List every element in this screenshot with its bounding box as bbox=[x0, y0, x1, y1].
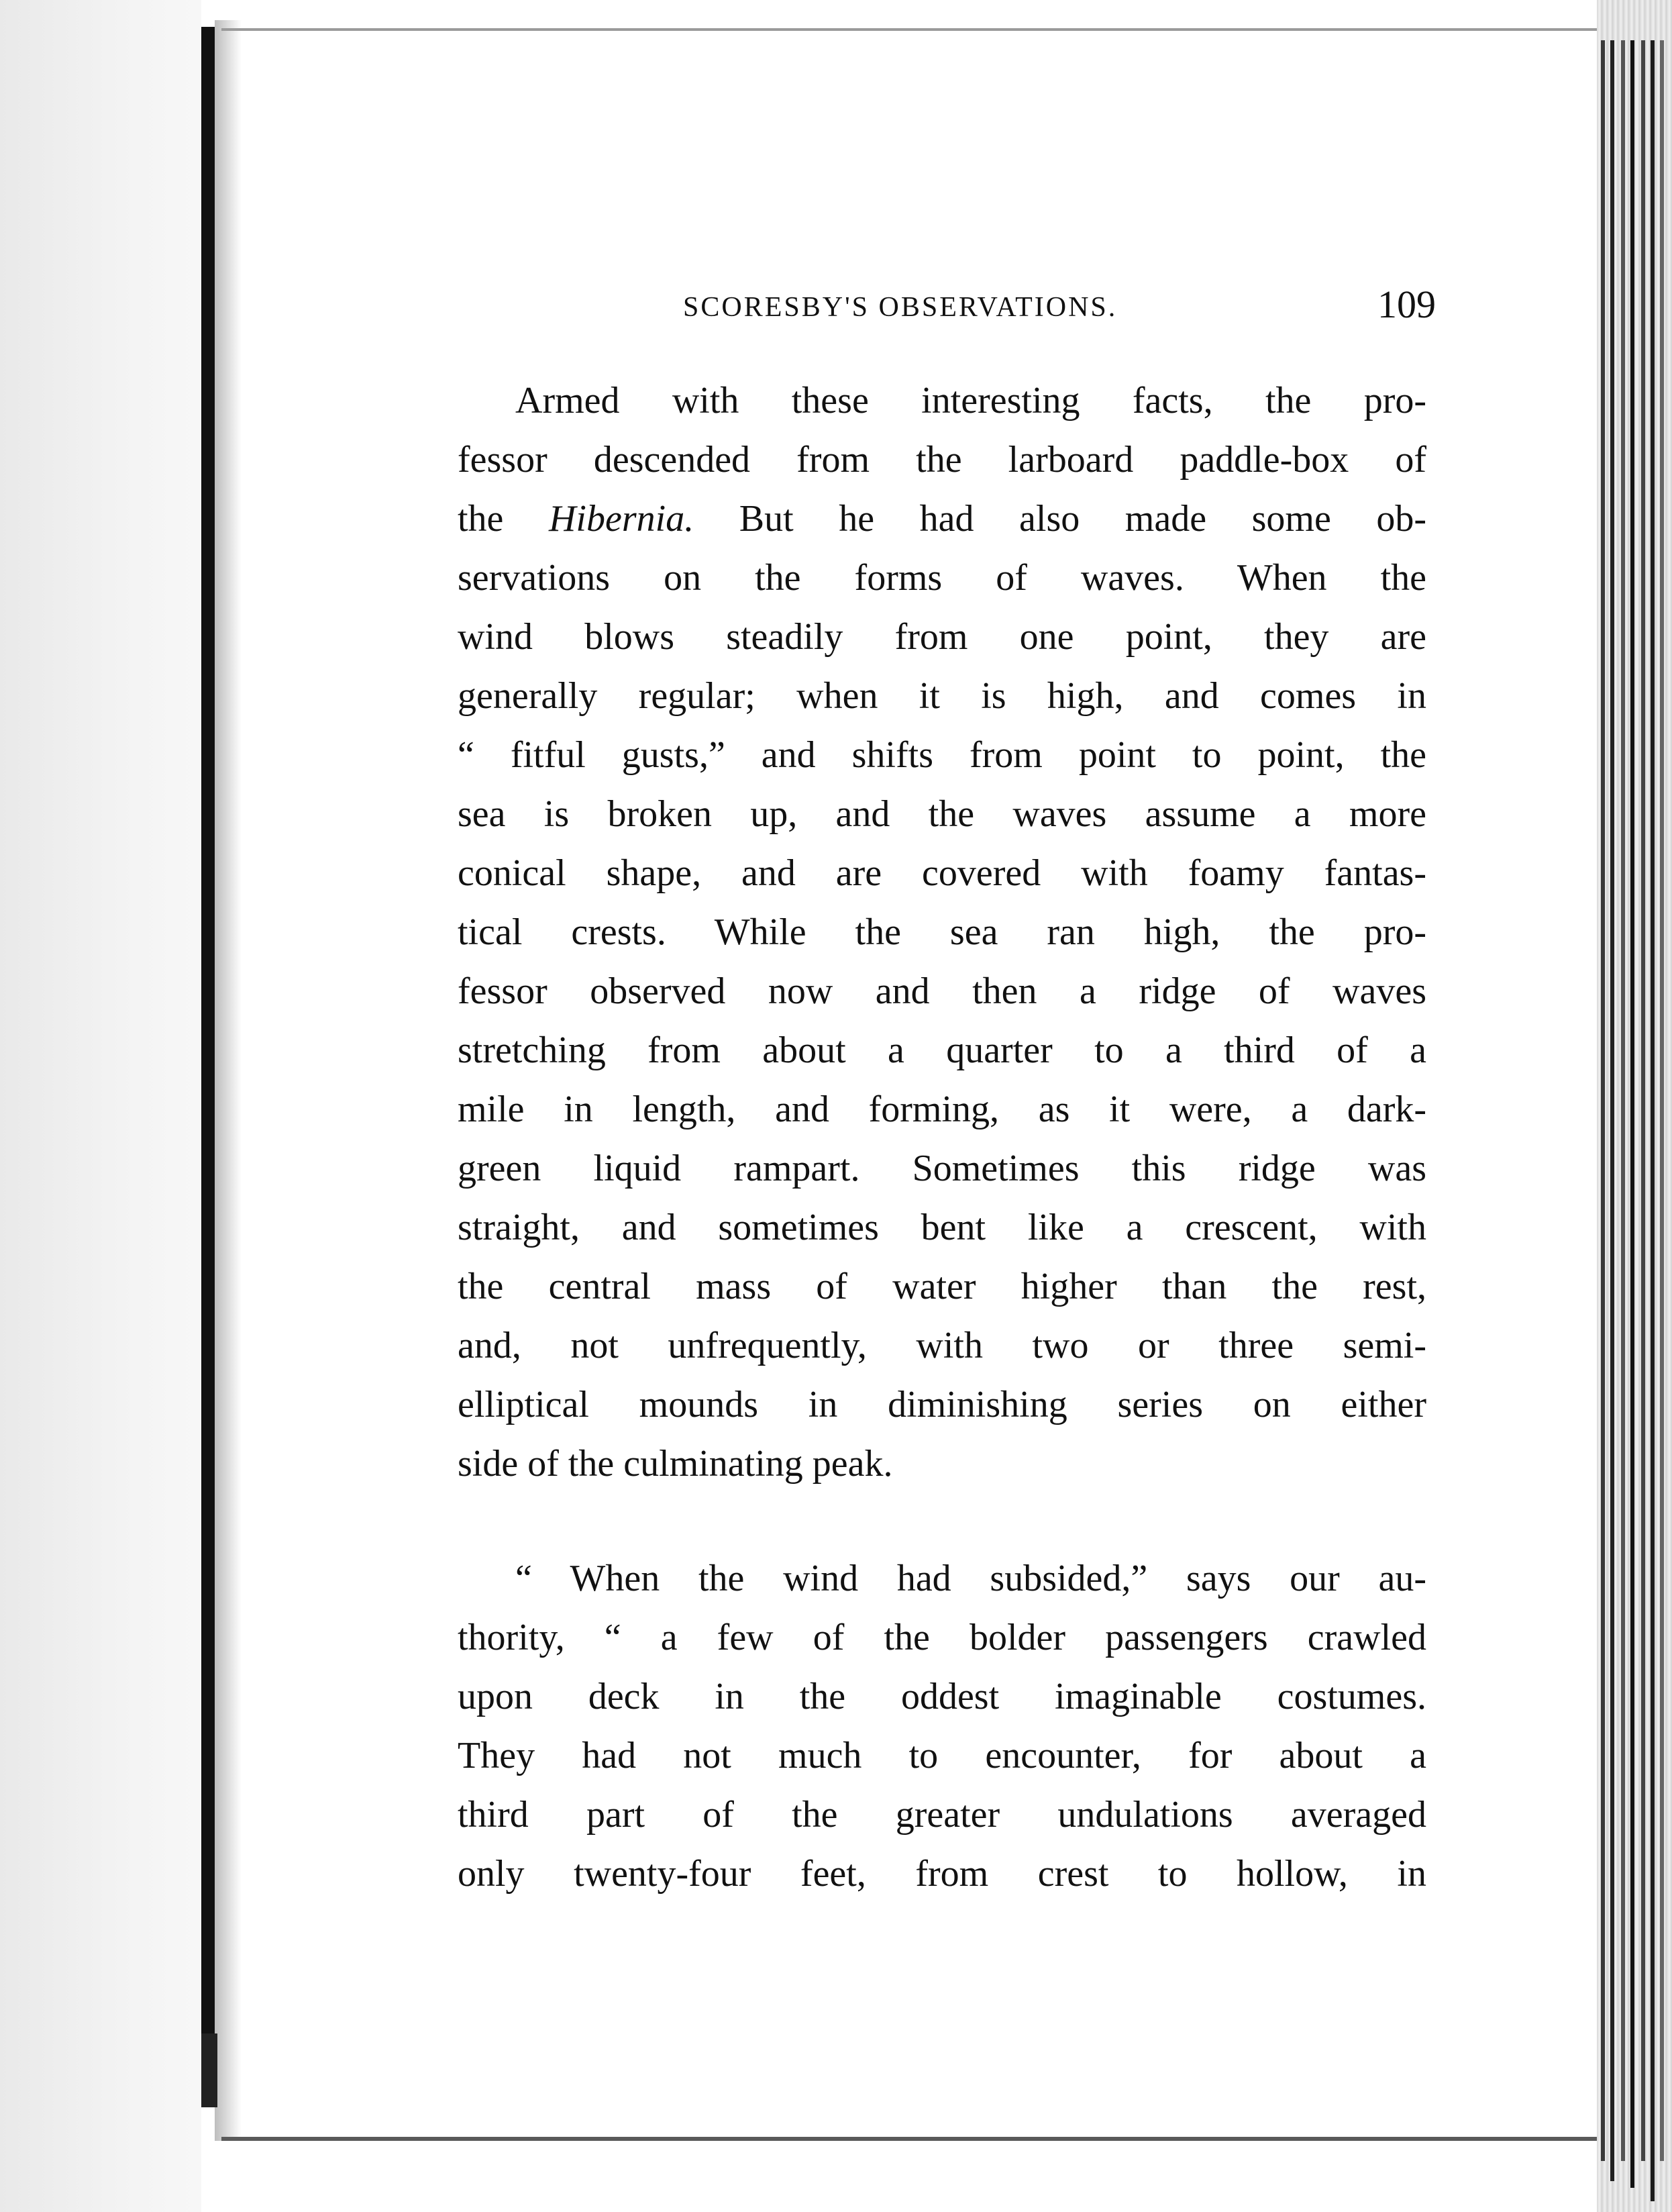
text-line: elliptical mounds in diminishing series on either bbox=[458, 1384, 1426, 1425]
running-head bbox=[671, 282, 1436, 336]
text-line: third part of the greater undulations averaged bbox=[458, 1794, 1426, 1836]
ship-name: Hibernia. bbox=[548, 498, 694, 540]
gutter-shadow bbox=[215, 20, 242, 2141]
running-title: SCORESBY'S OBSERVATIONS. bbox=[683, 292, 1118, 323]
facing-page-margin bbox=[0, 0, 201, 2212]
text-line: servations on the forms of waves. When the bbox=[458, 557, 1426, 599]
text-line: wind blows steadily from one point, they are bbox=[458, 616, 1426, 658]
page-edge-line bbox=[1610, 40, 1614, 2181]
binding-gutter-bottom bbox=[201, 2033, 217, 2107]
text-line: generally regular; when it is high, and comes in bbox=[458, 675, 1426, 717]
text-line: the central mass of water higher than the rest, bbox=[458, 1266, 1426, 1307]
text-line: fessor descended from the larboard paddle-box of bbox=[458, 439, 1426, 481]
page-edge-line bbox=[1641, 40, 1645, 2161]
text-line: “ When the wind had subsided,” says our au- bbox=[515, 1558, 1426, 1599]
text-line: They had not much to encounter, for about a bbox=[458, 1735, 1426, 1776]
text-line: tical crests. While the sea ran high, the pro- bbox=[458, 911, 1426, 953]
page-edge-line bbox=[1601, 40, 1605, 2161]
paragraph-1 bbox=[458, 371, 1426, 1493]
page-edge-line bbox=[1621, 40, 1625, 2161]
page-edge-line bbox=[1660, 40, 1664, 2161]
text-line: only twenty-four feet, from crest to hollow, in bbox=[458, 1853, 1426, 1895]
text-line: upon deck in the oddest imaginable costumes. bbox=[458, 1676, 1426, 1717]
page-edge-line bbox=[1630, 40, 1634, 2188]
text-line: mile in length, and forming, as it were, a dark- bbox=[458, 1089, 1426, 1130]
text-line: and, not unfrequently, with two or three semi- bbox=[458, 1325, 1426, 1366]
text-line: thority, “ a few of the bolder passengers crawled bbox=[458, 1617, 1426, 1658]
text-line bbox=[458, 489, 1426, 548]
binding-gutter bbox=[201, 27, 215, 2080]
text-line: conical shape, and are covered with foamy fantas- bbox=[458, 852, 1426, 894]
page-number: 109 bbox=[1377, 283, 1436, 326]
text-fragment: But he had also made some ob- bbox=[739, 498, 1426, 540]
page-top-edge bbox=[221, 28, 1617, 31]
text-fragment: the bbox=[458, 498, 504, 540]
paragraph-2 bbox=[458, 1549, 1426, 1903]
text-line: fessor observed now and then a ridge of waves bbox=[458, 970, 1426, 1012]
text-line: sea is broken up, and the waves assume a more bbox=[458, 793, 1426, 835]
text-line: side of the culminating peak. bbox=[458, 1443, 893, 1485]
text-line: green liquid rampart. Sometimes this ridge was bbox=[458, 1148, 1426, 1189]
page-bottom-edge bbox=[221, 2137, 1624, 2141]
text-line: “ fitful gusts,” and shifts from point to point, the bbox=[458, 734, 1426, 776]
text-line: Armed with these interesting facts, the pro- bbox=[515, 380, 1426, 421]
text-line: stretching from about a quarter to a third of a bbox=[458, 1029, 1426, 1071]
page-edge-line bbox=[1651, 40, 1655, 2201]
text-line: straight, and sometimes bent like a crescent, with bbox=[458, 1207, 1426, 1248]
